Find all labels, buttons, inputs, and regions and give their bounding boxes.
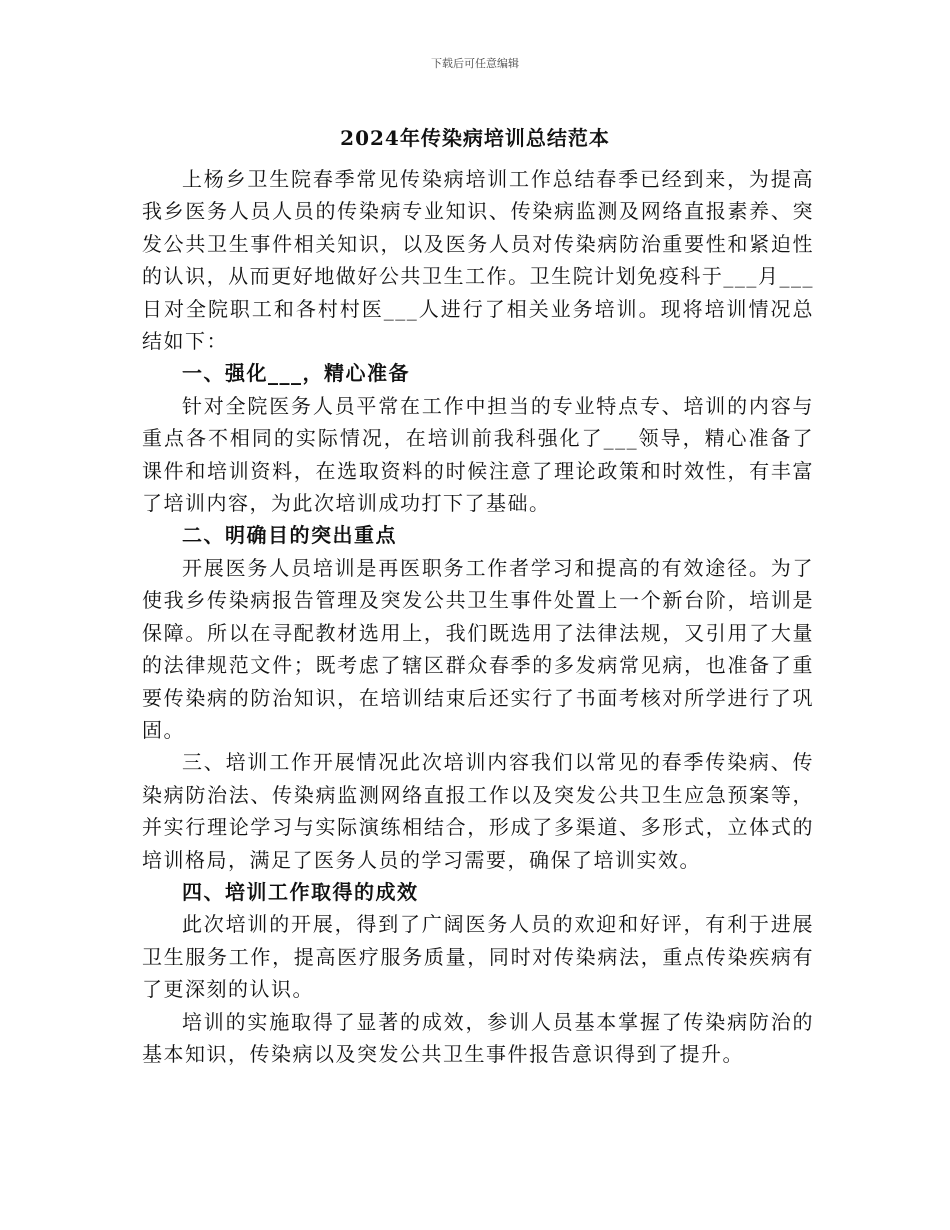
- section-heading-2: 二、明确目的突出重点: [182, 523, 397, 548]
- document-body: [142, 163, 814, 1070]
- intro-paragraph: 上杨乡卫生院春季常见传染病培训工作总结春季已经到来，为提高我乡医务人员人员的传染病专业知识、传染病监测及网络直报素养、突发公共卫生事件相关知识，以及医务人员对传染病防治重要性和紧迫性的认识，从而更好地做好公共卫生工作。卫生院计划免疫科于___月___日对全院职工和各村村医___人进行了相关业务培训。现将培训情况总结如下：: [142, 167, 814, 354]
- section-paragraph-3: 三、培训工作开展情况此次培训内容我们以常见的春季传染病、传染病防治法、传染病监测网络直报工作以及突发公共卫生应急预案等，并实行理论学习与实际演练相结合，形成了多渠道、多形式，立体式的培训格局，满足了医务人员的学习需要，确保了培训实效。: [142, 750, 814, 872]
- closing-paragraph: 培训的实施取得了显著的成效，参训人员基本掌握了传染病防治的基本知识，传染病以及突发公共卫生事件报告意识得到了提升。: [142, 1009, 814, 1066]
- section-paragraph-1: 针对全院医务人员平常在工作中担当的专业特点专、培训的内容与重点各不相同的实际情况，在培训前我科强化了___领导，精心准备了课件和培训资料，在选取资料的时候注意了理论政策和时效性，有丰富了培训内容，为此次培训成功打下了基础。: [142, 393, 814, 516]
- section-heading-1: 一、强化___，精心准备: [182, 361, 410, 386]
- section-paragraph-4: 此次培训的开展，得到了广阔医务人员的欢迎和好评，有利于进展卫生服务工作，提高医疗服务质量，同时对传染病法，重点传染疾病有了更深刻的认识。: [142, 912, 814, 1002]
- section-paragraph-2: 开展医务人员培训是再医职务工作者学习和提高的有效途径。为了使我乡传染病报告管理及突发公共卫生事件处置上一个新台阶，培训是保障。所以在寻配教材选用上，我们既选用了法律法规，又引用了大量的法律规范文件；既考虑了辖区群众春季的多发病常见病，也准备了重要传染病的防治知识，在培训结束后还实行了书面考核对所学进行了巩固。: [142, 555, 814, 742]
- header-note: 下载后可任意编辑: [431, 57, 519, 70]
- section-heading-4: 四、培训工作取得的成效: [182, 879, 419, 904]
- document-title: 2024年传染病培训总结范本: [340, 126, 610, 150]
